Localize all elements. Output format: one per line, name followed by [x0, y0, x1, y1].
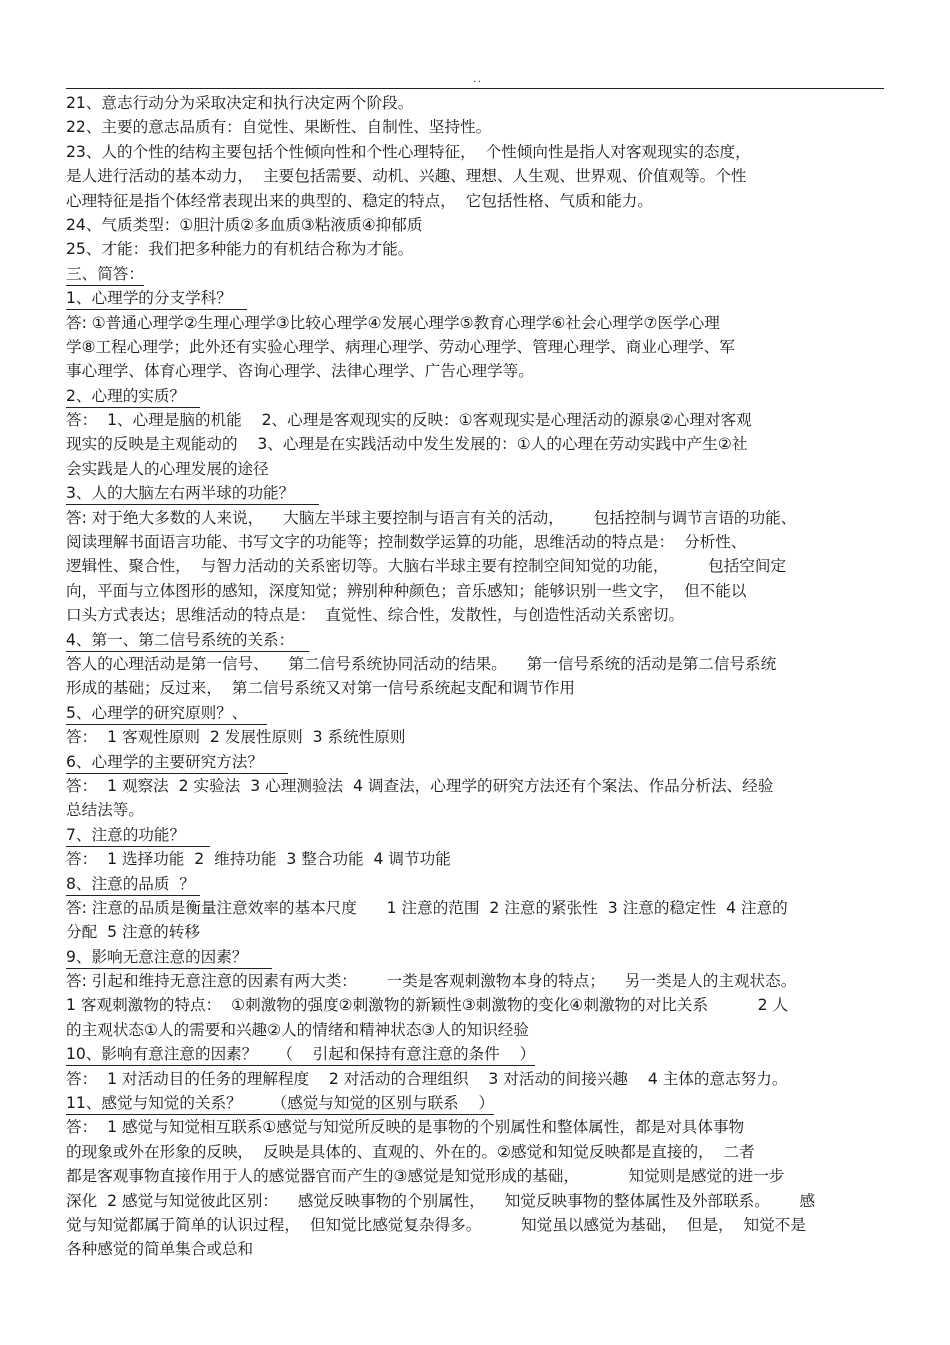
section-heading [66, 750, 896, 774]
heading-text: 7、注意的功能？ [66, 825, 210, 847]
text-line: 觉与知觉都属于简单的认识过程， 但知觉比感觉复杂得多。 知觉虽以感觉为基础， 但是， 知觉不是 [66, 1215, 806, 1234]
heading-text: 8、注意的品质 ？ [66, 874, 200, 896]
text-line: 向，平面与立体图形的感知，深度知觉；辨别种种颜色；音乐感知；能够识别一些文字， 但不能以 [66, 581, 747, 600]
text-line: 答： 1 观察法 2 实验法 3 心理测验法 4 调查法，心理学的研究方法还有个案法、作品分析法、经验 [66, 776, 774, 795]
text-line: 答: 引起和维持无意注意的因素有两大类： 一类是客观刺激物本身的特点； 另一类是人的主观状态。 [66, 972, 797, 991]
text-line: 答： 1 感觉与知觉相互联系①感觉与知觉所反映的是事物的个别属性和整体属性，都是对具体事物 [66, 1118, 745, 1137]
text-line: 深化 2 感觉与知觉彼此区别： 感觉反映事物的个别属性， 知觉反映事物的整体属性及外部联系。 感 [66, 1191, 816, 1210]
section-heading [66, 1091, 896, 1115]
section-heading [66, 262, 896, 286]
text-line: 答： 1、心理是脑的机能 2、心理是客观现实的反映：①客观现实是心理活动的源泉②心理对客观 [66, 411, 752, 430]
text-line: 是人进行活动的基本动力， 主要包括需要、动机、兴趣、理想、人生观、世界观、价值观等。个性 [66, 167, 747, 186]
text-line: 阅读理解书面语言功能、书写文字的功能等；控制数学运算的功能，思维活动的特点是： 分析性、 [66, 533, 747, 552]
text-line: 答: ①普通心理学②生理心理学③比较心理学④发展心理学⑤教育心理学⑥社会心理学⑦医学心理 [66, 313, 720, 332]
heading-text: 1、心理学的分支学科？ [66, 288, 247, 310]
heading-text: 5、心理学的研究原则？、 [66, 703, 267, 725]
text-line: 24、气质类型：①胆汁质②多血质③粘液质④抑郁质 [66, 215, 423, 234]
text-line: 口头方式表达；思维活动的特点是： 直觉性、综合性，发散性，与创造性活动关系密切。 [66, 606, 685, 625]
text-line: 答： 1 对活动目的任务的理解程度 2 对活动的合理组织 3 对活动的间接兴趣 4 主体的意志努力。 [66, 1069, 788, 1088]
heading-text: 10、影响有意注意的因素？ （ 引起和保持有意注意的条件 ） [66, 1044, 535, 1066]
text-line: 心理特征是指个体经常表现出来的典型的、稳定的特点， 它包括性格、气质和能力。 [66, 191, 653, 210]
heading-text: 6、心理学的主要研究方法？ [66, 752, 288, 774]
text-line: 形成的基础；反过来， 第二信号系统又对第一信号系统起支配和调节作用 [66, 679, 575, 698]
section-heading [66, 872, 896, 896]
section-heading [66, 823, 896, 847]
text-line: 答: 注意的品质是衡量注意效率的基本尺度 1 注意的范围 2 注意的紧张性 3 注意的稳定性 4 注意的 [66, 898, 788, 917]
document-body [66, 91, 896, 1262]
heading-text: 11、感觉与知觉的关系？ （感觉与知觉的区别与联系 ） [66, 1093, 494, 1115]
text-line: 答： 1 客观性原则 2 发展性原则 3 系统性原则 [66, 728, 406, 747]
text-line: 学⑧工程心理学；此外还有实验心理学、病理心理学、劳动心理学、管理心理学、商业心理学、军 [66, 337, 735, 356]
section-heading [66, 628, 896, 652]
text-line: 现实的反映是主观能动的 3、心理是在实践活动中发生发展的：①人的心理在劳动实践中产生②社 [66, 435, 748, 454]
text-line: 答人的心理活动是第一信号、 第二信号系统协同活动的结果。 第一信号系统的活动是第二信号系统 [66, 654, 777, 673]
text-line: 各种感觉的简单集合或总和 [66, 1240, 254, 1259]
section-heading [66, 384, 896, 408]
section-heading [66, 945, 896, 969]
text-line: 总结法等。 [66, 801, 144, 820]
text-line: 1 客观刺激物的特点： ①刺激物的强度②刺激物的新颖性③刺激物的变化④刺激物的对比关系 2 人 [66, 996, 789, 1015]
heading-text: 3、人的大脑左右两半球的功能？ [66, 483, 319, 505]
header-rule [66, 88, 884, 89]
section-heading [66, 481, 896, 505]
text-line: 21、意志行动分为采取决定和执行决定两个阶段。 [66, 94, 414, 112]
text-line: 22、主要的意志品质有：自觉性、果断性、自制性、坚持性。 [66, 118, 492, 137]
text-line: 答： 1 选择功能 2 维持功能 3 整合功能 4 调节功能 [66, 850, 451, 869]
text-line: 都是客观事物直接作用于人的感觉器官而产生的③感觉是知觉形成的基础， 知觉则是感觉的进一步 [66, 1167, 785, 1186]
section-heading [66, 701, 896, 725]
heading-text: 2、心理的实质？ [66, 386, 200, 408]
text-line: 答: 对于绝大多数的人来说， 大脑左半球主要控制与语言有关的活动， 包括控制与调节言语的功能、 [66, 508, 797, 527]
text-line: 会实践是人的心理发展的途径 [66, 459, 269, 478]
section-heading [66, 286, 896, 310]
heading-text: 三、简答： [66, 264, 144, 286]
section-heading [66, 1042, 896, 1066]
text-line: 的主观状态①人的需要和兴趣②人的情绪和精神状态③人的知识经验 [66, 1020, 529, 1039]
text-line: 事心理学、体育心理学、咨询心理学、法律心理学、广告心理学等。 [66, 362, 534, 381]
text-line: 分配 5 注意的转移 [66, 923, 200, 942]
text-line: 的现象或外在形象的反映， 反映是具体的、直观的、外在的。②感觉和知觉反映都是直接的， 二者 [66, 1142, 755, 1161]
header-mark: .. [473, 72, 482, 85]
heading-text: 4、第一、第二信号系统的关系： [66, 630, 309, 652]
text-line: 逻辑性、聚合性， 与智力活动的关系密切等。大脑右半球主要有控制空间知觉的功能， 包括空间定 [66, 557, 787, 576]
text-line: 25、才能：我们把多种能力的有机结合称为才能。 [66, 240, 414, 259]
text-line: 23、人的个性的结构主要包括个性倾向性和个性心理特征， 个性倾向性是指人对客观现实的态度， [66, 142, 751, 161]
heading-text: 9、影响无意注意的因素？ [66, 947, 272, 969]
